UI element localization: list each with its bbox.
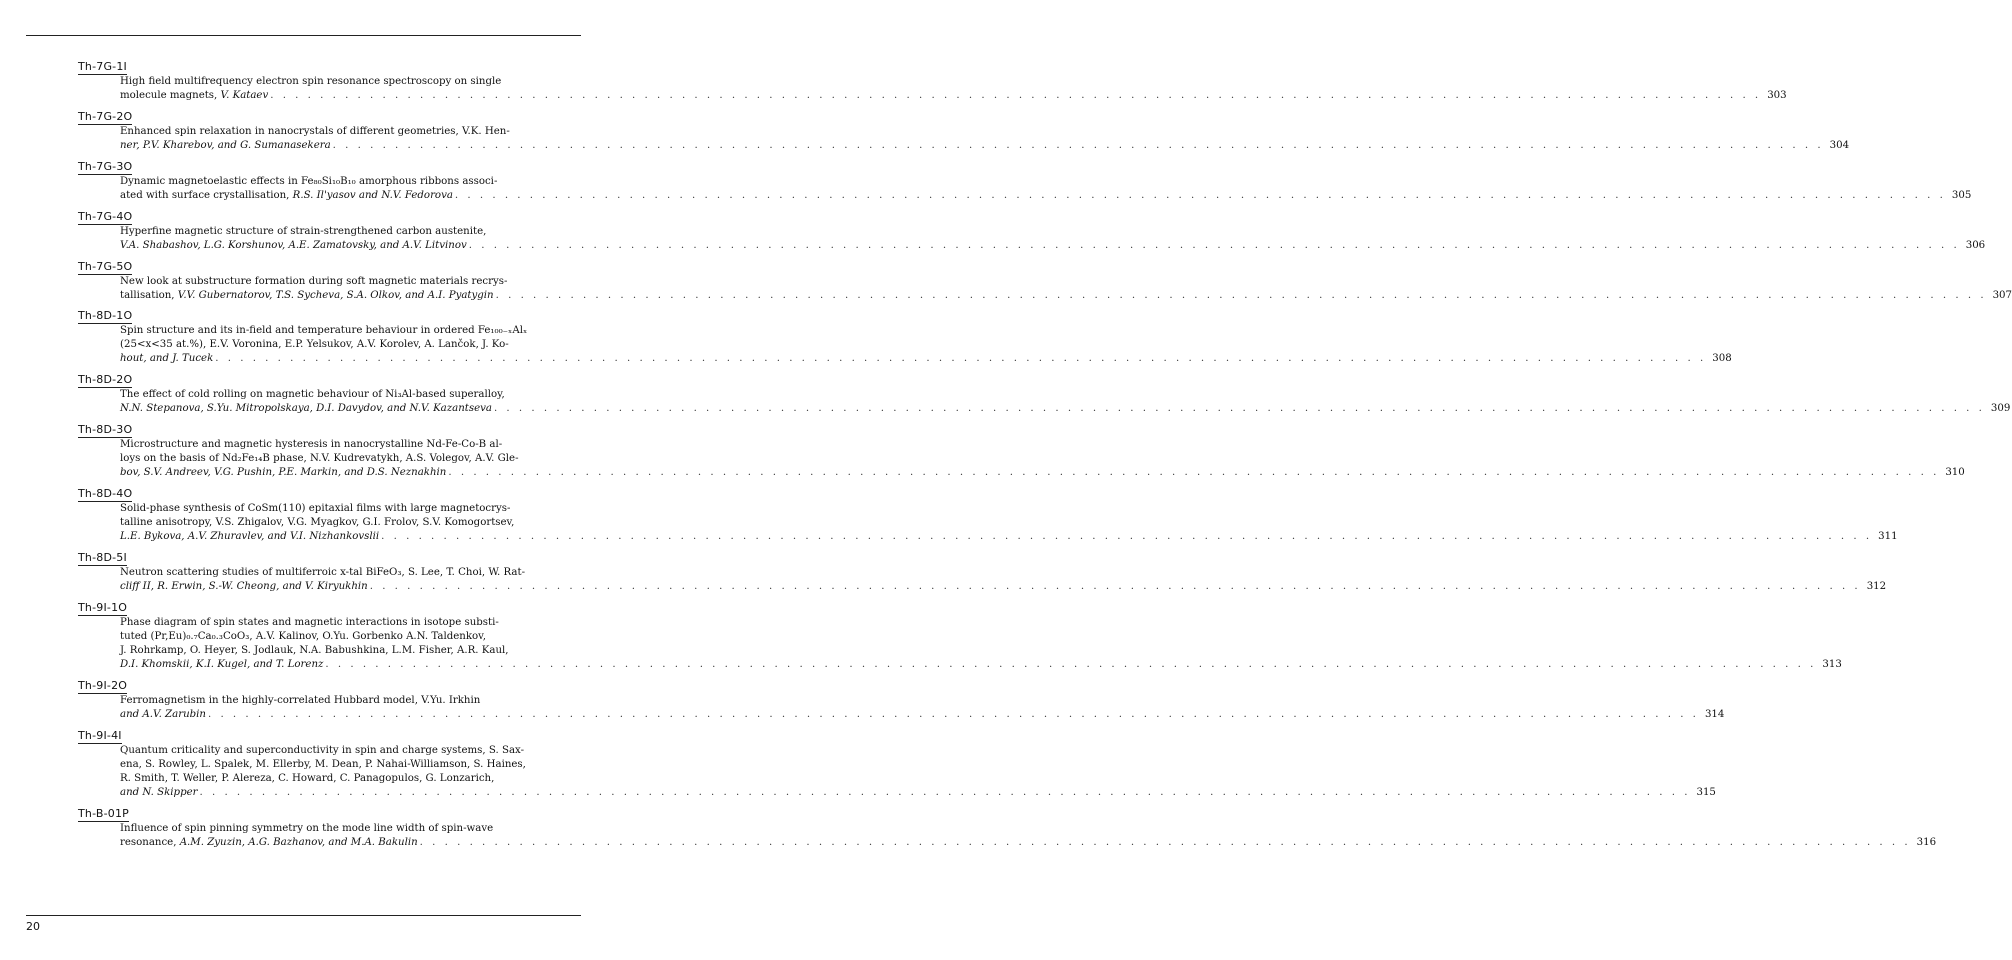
entry-line: Influence of spin pinning symmetry on the mode line width of spin-wave: [120, 822, 494, 834]
entry-line: Microstructure and magnetic hysteresis in nanocrystalline Nd-Fe-Co-B al-: [120, 439, 503, 451]
entry-line: J. Rohrkamp, O. Heyer, S. Jodlauk, N.A. Babushkina, L.M. Fisher, A.R. Kaul,: [120, 644, 509, 656]
entry-code: Th-8D-5I: [78, 551, 127, 565]
entry-line: talline anisotropy, V.S. Zhigalov, V.G. Myagkov, G.I. Frolov, S.V. Komogortsev,: [120, 517, 515, 529]
entry-authors: L.E. Bykova, A.V. Zhuravlev, and V.I. Nizhankovslii: [120, 531, 380, 543]
entry-line: New look at substructure formation during soft magnetic materials recrys-: [120, 275, 508, 287]
entry-last-line: [120, 402, 2011, 416]
dot-leader: . . . . . . . . . . . . . . . . . . . . . . . . . . . . . . . . . . . . . . . . . . . . . . . . . . . . . . . . . . . . . . . . . . . . . . . . . . . . . . . . . . . . . . . . . . . . . . . . . . . . . . . . . . . . . . . . . . . . . . . .: [270, 90, 1762, 101]
dot-leader: . . . . . . . . . . . . . . . . . . . . . . . . . . . . . . . . . . . . . . . . . . . . . . . . . . . . . . . . . . . . . . . . . . . . . . . . . . . . . . . . . . . . . . . . . . . . . . . . . . . . . . . . . . . . . . . . . . . . . . . .: [381, 531, 1873, 543]
entry-code: Th-9I-2O: [78, 678, 128, 692]
contents-entry: [78, 802, 1937, 850]
entry-line: Phase diagram of spin states and magnetic interactions in isotope substi-: [120, 616, 499, 628]
entry-authors: D.I. Khomskii, K.I. Kugel, and T. Lorenz: [120, 658, 324, 670]
contents-entry: [78, 724, 1716, 800]
contents-entry: [78, 546, 1887, 594]
dot-leader: . . . . . . . . . . . . . . . . . . . . . . . . . . . . . . . . . . . . . . . . . . . . . . . . . . . . . . . . . . . . . . . . . . . . . . . . . . . . . . . . . . . . . . . . . . . . . . . . . . . . . . . . . . . . . . . . . . . . . . . .: [332, 139, 1824, 151]
entry-body: [78, 125, 1850, 153]
entry-last-line: [120, 239, 1986, 253]
entry-authors: and N. Skipper: [120, 786, 198, 798]
entry-authors: bov, S.V. Andreev, V.G. Pushin, P.E. Markin, and D.S. Neznakhin: [120, 467, 447, 479]
entry-last-line: [120, 466, 1965, 480]
entry-line: Dynamic magnetoelastic effects in Fe₈₀Si₁₀B₁₀ amorphous ribbons associ-: [120, 175, 498, 187]
dot-leader: . . . . . . . . . . . . . . . . . . . . . . . . . . . . . . . . . . . . . . . . . . . . . . . . . . . . . . . . . . . . . . . . . . . . . . . . . . . . . . . . . . . . . . . . . . . . . . . . . . . . . . . . . . . . . . . . . . . . . . . .: [448, 467, 1940, 479]
entry-last-line-text: [120, 836, 418, 850]
entry-body: [78, 694, 1725, 722]
entry-line: Neutron scattering studies of multiferroic x-tal BiFeO₃, S. Lee, T. Choi, W. Rat-: [120, 567, 526, 579]
entry-line: Spin structure and its in-field and temperature behaviour in ordered Fe₁₀₀₋ₓAlₓ: [120, 325, 528, 337]
entry-body: [78, 175, 1972, 203]
entry-last-line: [120, 89, 1787, 103]
entry-body: [78, 616, 1842, 672]
entry-title-end: molecule magnets,: [120, 90, 218, 101]
entry-last-line: [120, 786, 1716, 800]
contents-entry: [78, 368, 2011, 416]
entry-line: High field multifrequency electron spin resonance spectroscopy on single: [120, 76, 502, 87]
entry-page-number: 313: [1822, 658, 1842, 670]
dot-leader: . . . . . . . . . . . . . . . . . . . . . . . . . . . . . . . . . . . . . . . . . . . . . . . . . . . . . . . . . . . . . . . . . . . . . . . . . . . . . . . . . . . . . . . . . . . . . . . . . . . . . . . . . . . . . . . . . . . . . . . .: [215, 353, 1707, 365]
entry-last-line-text: [120, 289, 494, 303]
entry-last-line: [120, 189, 1972, 203]
entry-code: Th-7G-1I: [78, 60, 127, 73]
entry-page-number: 310: [1945, 467, 1965, 479]
entry-line: ena, S. Rowley, L. Spalek, M. Ellerby, M. Dean, P. Nahai-Williamson, S. Haines,: [120, 758, 526, 770]
entry-line: tuted (Pr,Eu)₀.₇Ca₀.₃CoO₃, A.V. Kalinov, O.Yu. Gorbenko A.N. Taldenkov,: [120, 630, 486, 642]
dot-leader: . . . . . . . . . . . . . . . . . . . . . . . . . . . . . . . . . . . . . . . . . . . . . . . . . . . . . . . . . . . . . . . . . . . . . . . . . . . . . . . . . . . . . . . . . . . . . . . . . . . . . . . . . . . . . . . . . . . . . . . .: [454, 189, 1946, 201]
entry-last-line-text: [120, 352, 213, 366]
entry-code: Th-8D-2O: [78, 373, 133, 387]
entry-last-line-text: [120, 466, 446, 480]
entry-page-number: 316: [1916, 836, 1937, 848]
entry-authors: V.A. Shabashov, L.G. Korshunov, A.E. Zamatovsky, and A.V. Litvinov: [120, 239, 467, 251]
entry-code: Th-7G-2O: [78, 109, 133, 123]
dot-leader: . . . . . . . . . . . . . . . . . . . . . . . . . . . . . . . . . . . . . . . . . . . . . . . . . . . . . . . . . . . . . . . . . . . . . . . . . . . . . . . . . . . . . . . . . . . . . . . . . . . . . . . . . . . . . . . . . . . . . . . .: [207, 708, 1699, 720]
dot-leader: . . . . . . . . . . . . . . . . . . . . . . . . . . . . . . . . . . . . . . . . . . . . . . . . . . . . . . . . . . . . . . . . . . . . . . . . . . . . . . . . . . . . . . . . . . . . . . . . . . . . . . . . . . . . . . . . . . . . . . . .: [493, 403, 1985, 415]
page-number: 20: [26, 920, 40, 933]
contents-entry: [78, 105, 1850, 153]
contents-entry: [78, 596, 1842, 672]
contents-entry: [78, 482, 1898, 544]
entry-line: Quantum criticality and superconductivity in spin and charge systems, S. Sax-: [120, 744, 525, 756]
entry-page-number: 308: [1712, 353, 1732, 365]
entry-body: [78, 566, 1887, 594]
dot-leader: . . . . . . . . . . . . . . . . . . . . . . . . . . . . . . . . . . . . . . . . . . . . . . . . . . . . . . . . . . . . . . . . . . . . . . . . . . . . . . . . . . . . . . . . . . . . . . . . . . . . . . . . . . . . . . . . . . . . . . . .: [419, 836, 1911, 848]
entry-line: Hyperfine magnetic structure of strain-strengthened carbon austenite,: [120, 225, 487, 237]
dot-leader: . . . . . . . . . . . . . . . . . . . . . . . . . . . . . . . . . . . . . . . . . . . . . . . . . . . . . . . . . . . . . . . . . . . . . . . . . . . . . . . . . . . . . . . . . . . . . . . . . . . . . . . . . . . . . . . . . . . . . . . .: [199, 786, 1691, 798]
entry-page-number: 305: [1951, 189, 1972, 201]
entry-page-number: 306: [1965, 239, 1986, 251]
dot-leader: . . . . . . . . . . . . . . . . . . . . . . . . . . . . . . . . . . . . . . . . . . . . . . . . . . . . . . . . . . . . . . . . . . . . . . . . . . . . . . . . . . . . . . . . . . . . . . . . . . . . . . . . . . . . . . . . . . . . . . . .: [325, 658, 1817, 670]
entry-body: [78, 502, 1898, 544]
contents-entry: [78, 155, 1972, 203]
dot-leader: . . . . . . . . . . . . . . . . . . . . . . . . . . . . . . . . . . . . . . . . . . . . . . . . . . . . . . . . . . . . . . . . . . . . . . . . . . . . . . . . . . . . . . . . . . . . . . . . . . . . . . . . . . . . . . . . . . . . . . . .: [495, 289, 1987, 301]
entry-authors: V. Kataev: [220, 90, 269, 101]
entry-code: Th-B-01P: [78, 806, 130, 820]
entry-title-end: resonance,: [120, 836, 177, 848]
contents-entry: [78, 418, 1965, 480]
entry-page-number: 307: [1992, 289, 2012, 301]
entry-title-end: ated with surface crystallisation,: [120, 189, 290, 201]
entry-last-line-text: [120, 402, 492, 416]
entry-last-line-text: [120, 89, 268, 103]
entry-code: Th-7G-3O: [78, 159, 133, 173]
entry-last-line: [120, 289, 2012, 303]
entry-authors: R.S. Il'yasov and N.V. Fedorova: [292, 189, 453, 201]
entry-code: Th-9I-1O: [78, 600, 128, 614]
contents-entry: [78, 55, 1787, 103]
entry-line: Ferromagnetism in the highly-correlated Hubbard model, V.Yu. Irkhin: [120, 694, 481, 706]
entry-last-line: [120, 530, 1898, 544]
entry-page-number: 303: [1767, 90, 1787, 101]
entry-authors: ner, P.V. Kharebov, and G. Sumanasekera: [120, 139, 331, 151]
entry-page-number: 311: [1878, 531, 1898, 543]
entry-code: Th-8D-3O: [78, 423, 133, 437]
entry-last-line: [120, 139, 1850, 153]
entry-code: Th-8D-1O: [78, 309, 133, 323]
entry-body: [78, 822, 1937, 850]
entry-authors: cliff II, R. Erwin, S.-W. Cheong, and V. Kiryukhin: [120, 581, 368, 593]
entry-line: Enhanced spin relaxation in nanocrystals of different geometries, V.K. Hen-: [120, 125, 510, 137]
entry-body: [78, 225, 1986, 253]
contents-entry: [78, 205, 1986, 253]
top-rule: [26, 35, 581, 36]
entry-page-number: 304: [1829, 139, 1850, 151]
entry-last-line-text: [120, 239, 467, 253]
entry-body: [78, 438, 1965, 480]
entry-body: [78, 744, 1716, 800]
bottom-rule: [26, 915, 581, 916]
entry-page-number: 315: [1696, 786, 1716, 798]
entry-authors: V.V. Gubernatorov, T.S. Sycheva, S.A. Olkov, and A.I. Pyatygin: [177, 289, 494, 301]
entry-last-line: [120, 836, 1937, 850]
entry-code: Th-7G-5O: [78, 259, 133, 273]
entry-title-end: tallisation,: [120, 289, 175, 301]
entry-body: [78, 388, 2011, 416]
entry-body: [78, 75, 1787, 103]
dot-leader: . . . . . . . . . . . . . . . . . . . . . . . . . . . . . . . . . . . . . . . . . . . . . . . . . . . . . . . . . . . . . . . . . . . . . . . . . . . . . . . . . . . . . . . . . . . . . . . . . . . . . . . . . . . . . . . . . . . . . . . .: [369, 581, 1861, 593]
entry-page-number: 309: [1990, 403, 2011, 415]
entry-last-line: [120, 708, 1725, 722]
entry-authors: N.N. Stepanova, S.Yu. Mitropolskaya, D.I. Davydov, and N.V. Kazantseva: [120, 403, 492, 415]
entry-page-number: 312: [1866, 581, 1887, 593]
entry-code: Th-8D-4O: [78, 487, 133, 501]
entry-authors: hout, and J. Tucek: [120, 353, 214, 365]
entry-last-line-text: [120, 530, 379, 544]
entry-last-line-text: [120, 658, 323, 672]
entry-last-line-text: [120, 580, 368, 594]
entry-code: Th-7G-4O: [78, 209, 133, 223]
contents-entry: [78, 304, 1732, 366]
entry-line: loys on the basis of Nd₂Fe₁₄B phase, N.V. Kudrevatykh, A.S. Volegov, A.V. Gle-: [120, 453, 519, 465]
entry-authors: A.M. Zyuzin, A.G. Bazhanov, and M.A. Bakulin: [179, 836, 418, 848]
entry-last-line-text: [120, 139, 331, 153]
entry-page-number: 314: [1704, 708, 1725, 720]
entry-last-line: [120, 580, 1887, 594]
entry-body: [78, 275, 2012, 303]
entry-last-line-text: [120, 189, 453, 203]
entry-line: R. Smith, T. Weller, P. Alereza, C. Howard, C. Panagopulos, G. Lonzarich,: [120, 772, 495, 784]
entry-code: Th-9I-4I: [78, 728, 122, 742]
entry-last-line: [120, 658, 1842, 672]
contents-entry: [78, 674, 1725, 722]
entry-last-line: [120, 352, 1732, 366]
contents-list: [78, 55, 2012, 851]
entry-line: (25<x<35 at.%), E.V. Voronina, E.P. Yelsukov, A.V. Korolev, A. Lančok, J. Ko-: [120, 339, 509, 351]
dot-leader: . . . . . . . . . . . . . . . . . . . . . . . . . . . . . . . . . . . . . . . . . . . . . . . . . . . . . . . . . . . . . . . . . . . . . . . . . . . . . . . . . . . . . . . . . . . . . . . . . . . . . . . . . . . . . . . . . . . . . . . .: [468, 239, 1960, 251]
contents-entry: [78, 255, 2012, 303]
entry-line: The effect of cold rolling on magnetic behaviour of Ni₃Al-based superalloy,: [120, 389, 505, 401]
entry-body: [78, 324, 1732, 366]
entry-line: Solid-phase synthesis of CoSm(110) epitaxial films with large magnetocrys-: [120, 503, 511, 515]
entry-authors: and A.V. Zarubin: [120, 708, 206, 720]
entry-last-line-text: [120, 708, 206, 722]
entry-last-line-text: [120, 786, 198, 800]
